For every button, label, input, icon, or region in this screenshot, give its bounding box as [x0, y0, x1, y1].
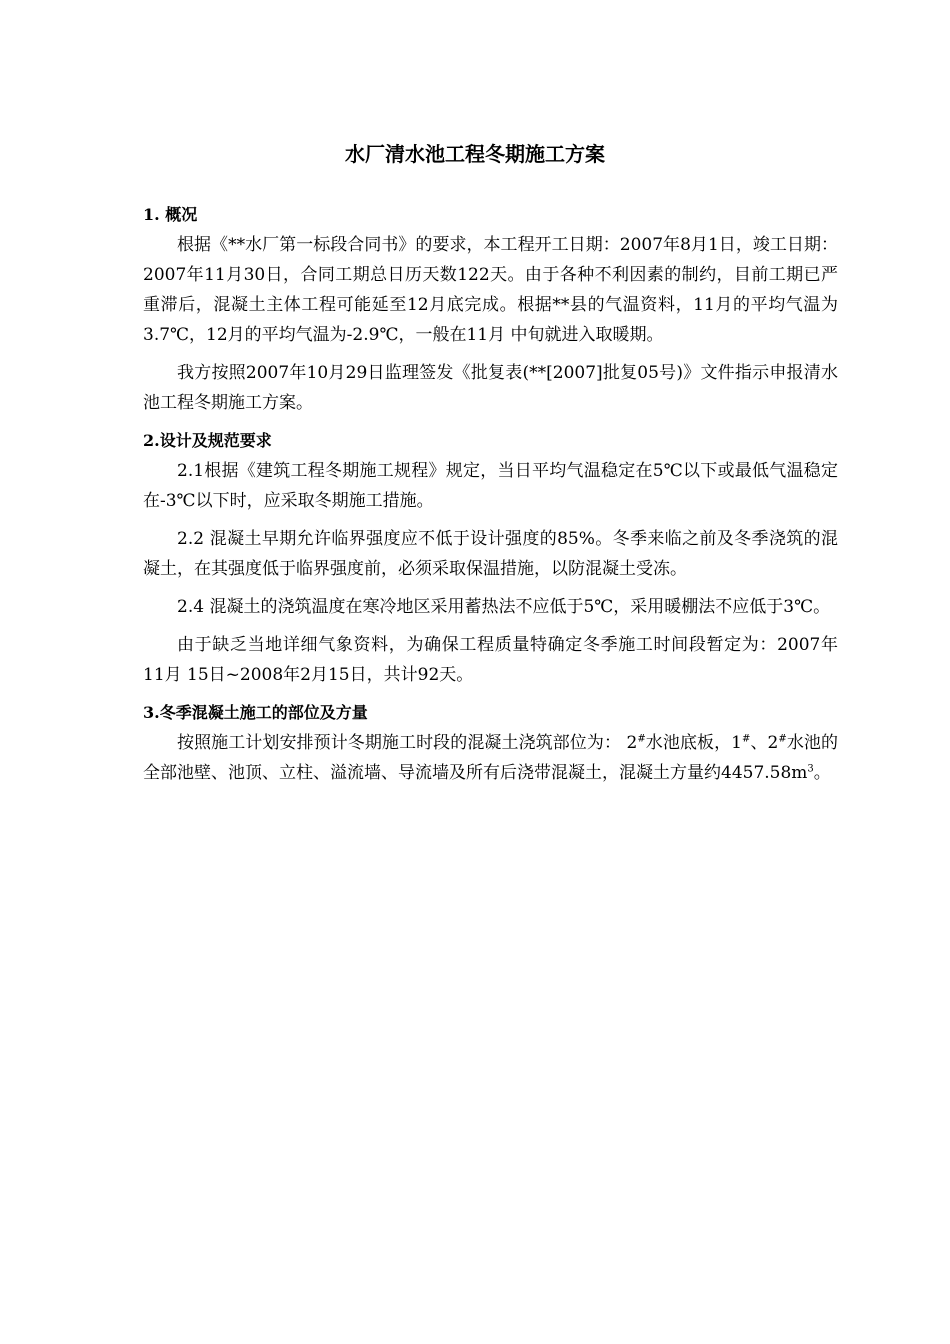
section-heading: 1. 概况 — [143, 205, 198, 224]
paragraph-text: 水池的全部池壁、池顶、立柱、溢流墙、导流墙及所有后浇带混凝土，混凝土方量约4457.58m — [143, 733, 839, 783]
section-overview — [143, 200, 838, 418]
paragraph-text: 、2 — [750, 733, 779, 753]
paragraph-text: 按照施工计划安排预计冬期施工时段的混凝土浇筑部位为： 2 — [177, 733, 638, 753]
section-heading: 3.冬季混凝土施工的部位及方量 — [143, 703, 368, 722]
superscript-mark: # — [778, 733, 787, 745]
paragraph — [143, 728, 838, 788]
section-heading: 2.设计及规范要求 — [143, 431, 272, 450]
superscript-mark: # — [637, 733, 646, 745]
paragraph: 2.4 混凝土的浇筑温度在寒冷地区采用蓄热法不应低于5℃，采用暖棚法不应低于3℃。 — [177, 597, 831, 617]
paragraph: 2.2 混凝土早期允许临界强度应不低于设计强度的85%。冬季来临之前及冬季浇筑的混凝土，在其强度低于临界强度前，必须采取保温措施，以防混凝土受冻。 — [143, 529, 838, 579]
superscript-mark: # — [742, 733, 751, 745]
paragraph: 由于缺乏当地详细气象资料，为确保工程质量特确定冬季施工时间段暂定为：2007年 11月 15日~2008年2月15日，共计92天。 — [143, 635, 838, 685]
paragraph: 2.1根据《建筑工程冬期施工规程》规定，当日平均气温稳定在5℃以下或最低气温稳定在-3℃以下时，应采取冬期施工措施。 — [143, 461, 838, 511]
section-design-requirements — [143, 426, 838, 690]
document-body — [143, 200, 838, 796]
document-title: 水厂清水池工程冬期施工方案 — [345, 142, 605, 166]
paragraph-text: 。 — [813, 763, 831, 783]
paragraph-text: 水池底板，1 — [645, 733, 743, 753]
paragraph: 我方按照2007年10月29日监理签发《批复表(**[2007]批复05号)》文件指示申报清水池工程冬期施工方案。 — [143, 363, 838, 413]
superscript-mark: 3 — [807, 763, 814, 775]
paragraph: 根据《**水厂第一标段合同书》的要求，本工程开工日期：2007年8月1日，竣工日期：2007年11月30日，合同工期总日历天数122天。由于各种不利因素的制约，目前工期已严重滞后，混凝土主体工程可能延至12月底完成。根据**县的气温资料，11月的平均气温为3.7℃，12月的平均气温为-2.9℃，一般在11月 中旬就进入取暖期。 — [143, 235, 838, 345]
section-winter-concrete — [143, 698, 838, 788]
